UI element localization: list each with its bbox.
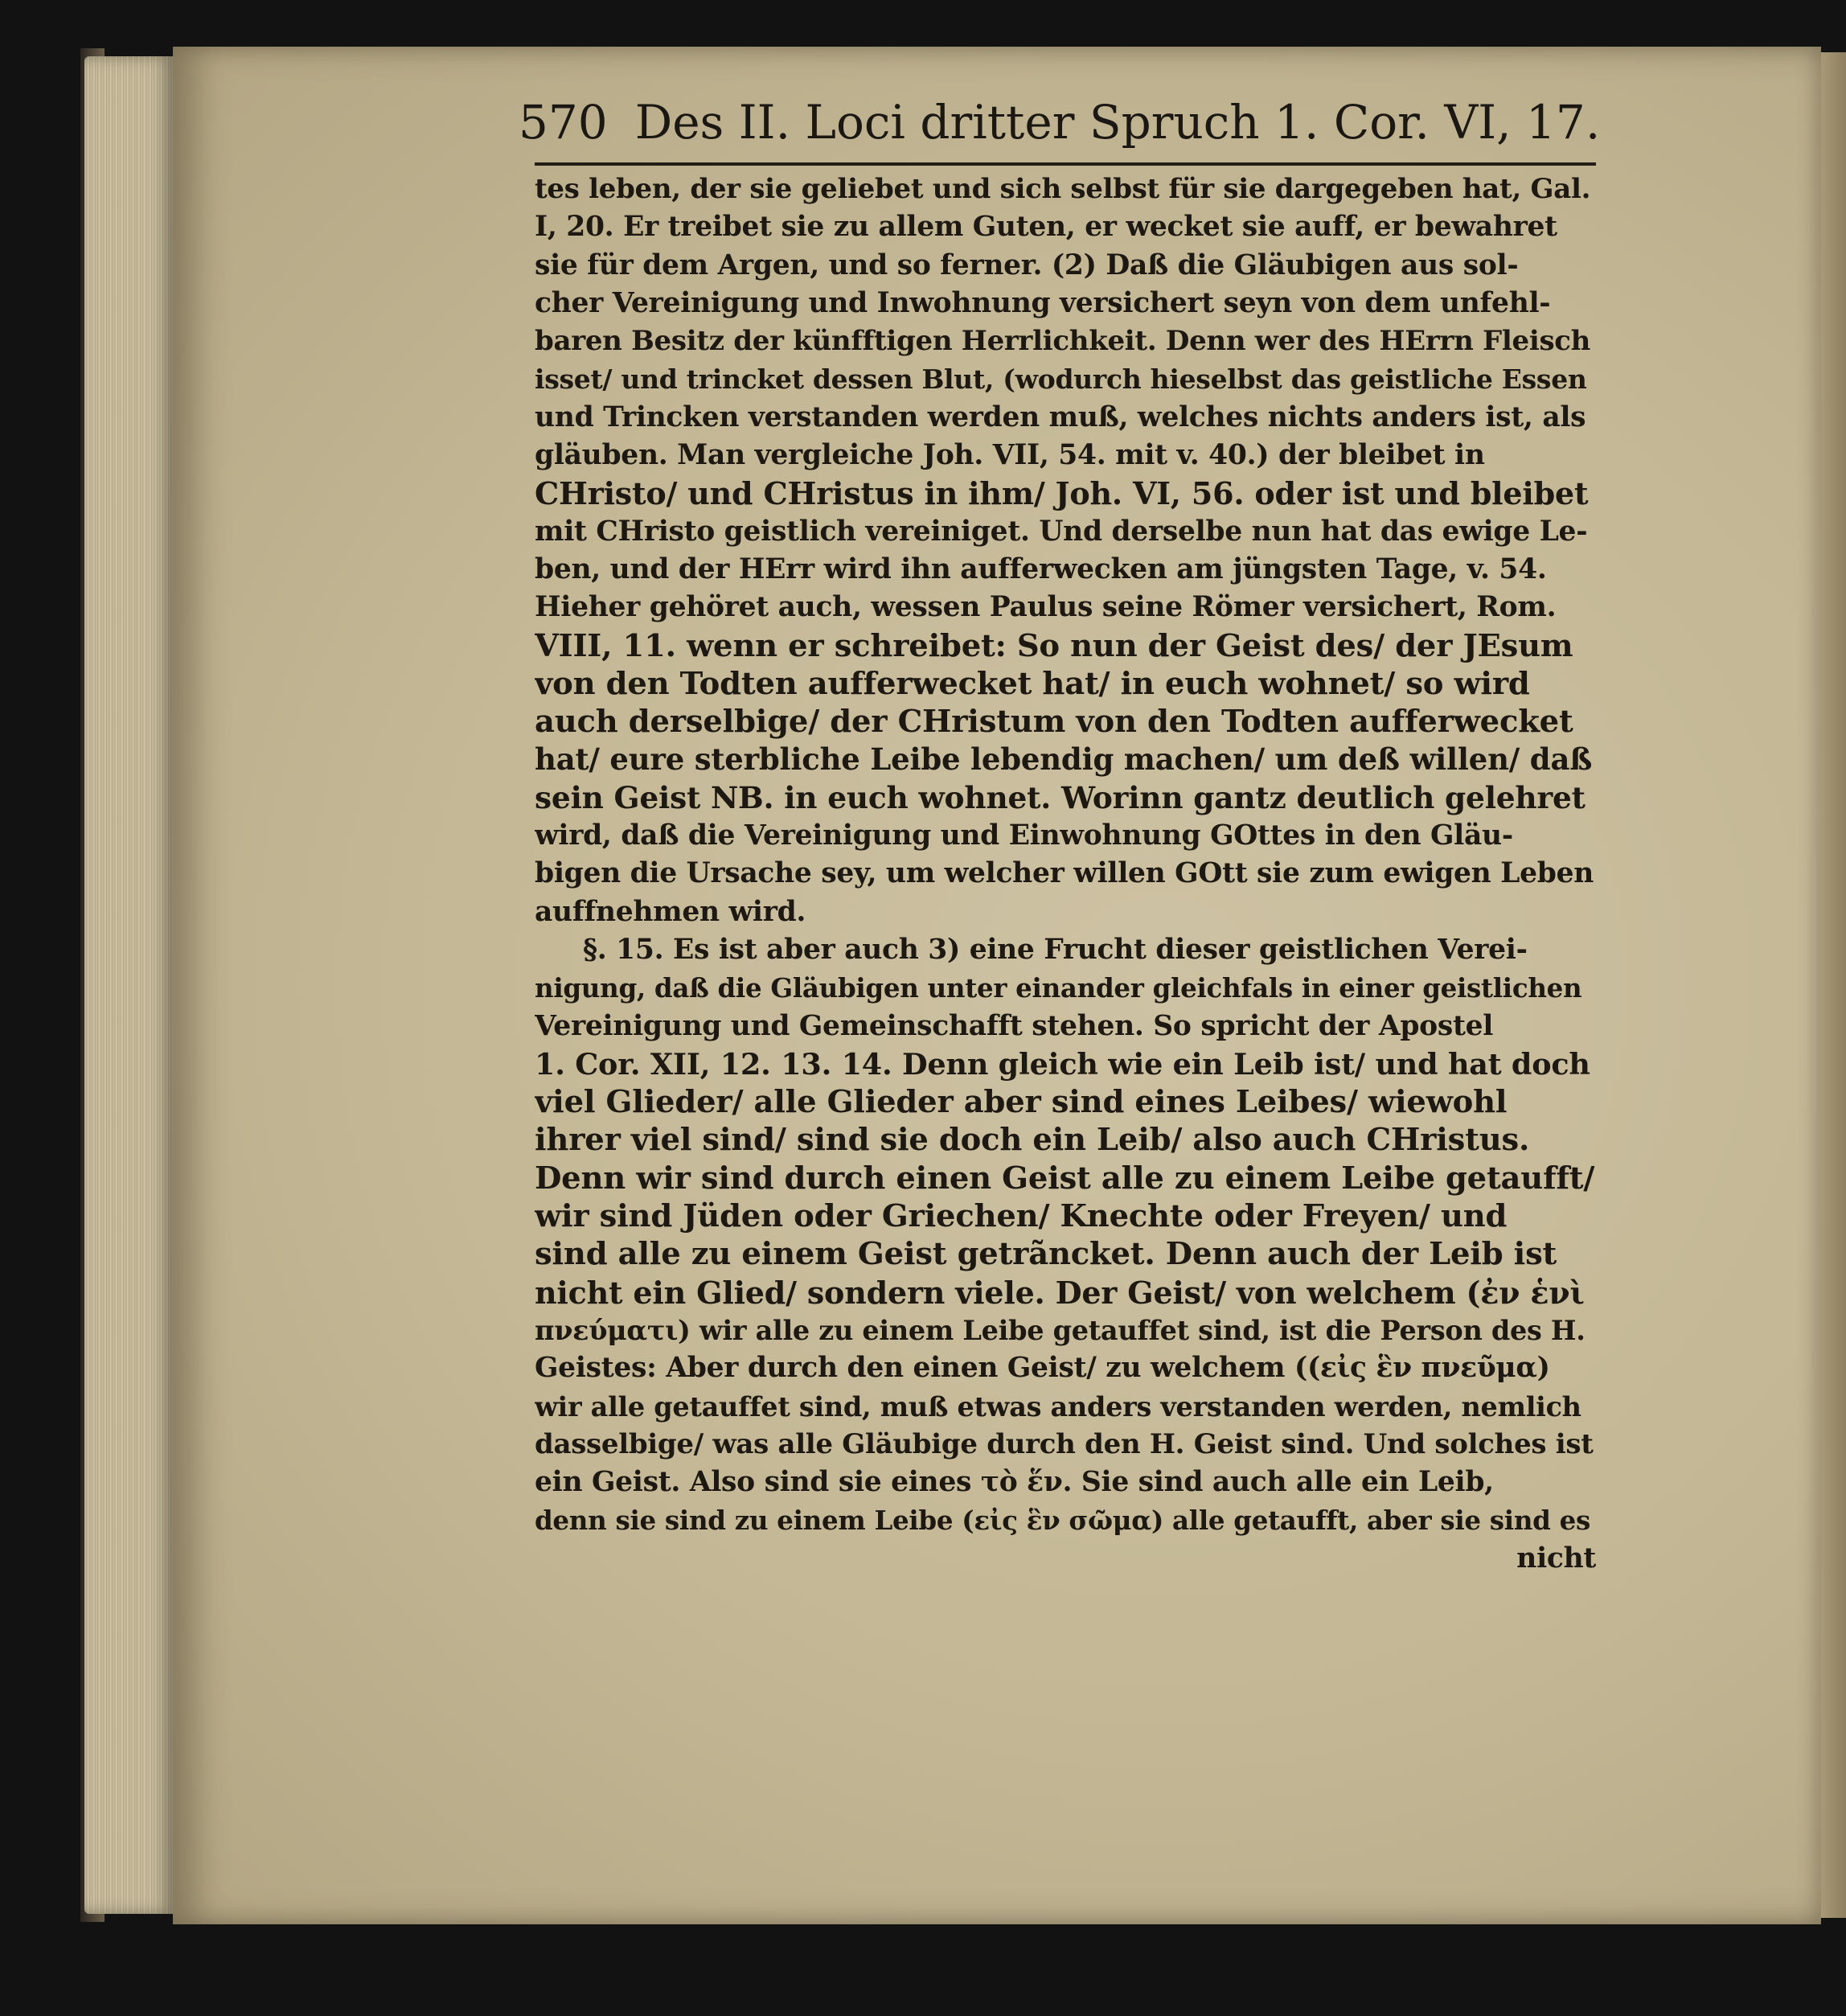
text-line: denn sie sind zu einem Leibe (εἰς ἓν σῶμα) alle getaufft, aber sie sind es (535, 1505, 1590, 1537)
text-line: nigung, daß die Gläubigen unter einander gleichfals in einer geistlichen (535, 972, 1582, 1004)
text-line: auffnehmen wird. (535, 895, 806, 928)
text-line: dasselbige/ was alle Gläubige durch den H. Geist sind. Und solches ist (535, 1427, 1594, 1460)
text-line: wird, daß die Vereinigung und Einwohnung GOttes in den Gläu- (535, 819, 1513, 852)
text-line: sind alle zu einem Geist getrãncket. Denn auch der Leib ist (535, 1236, 1557, 1273)
text-line: viel Glieder/ alle Glieder aber sind eines Leibes/ wiewohl (535, 1084, 1508, 1121)
text-line: sein Geist NB. in euch wohnet. Worinn gantz deutlich gelehret (535, 779, 1586, 815)
text-line: I, 20. Er treibet sie zu allem Guten, er wecket sie auff, er bewahret (535, 211, 1557, 244)
text-line: gläuben. Man vergleiche Joh. VII, 54. mit v. 40.) der bleibet in (535, 439, 1485, 472)
text-line: cher Vereinigung und Inwohnung versichert seyn von dem unfehl- (535, 286, 1551, 319)
text-line: nicht ein Glied/ sondern viele. Der Geist/ von welchem (ἐν ἑνὶ (535, 1274, 1585, 1311)
body-text (535, 170, 1596, 1578)
header-rule (535, 162, 1596, 166)
text-line: πνεύματι) wir alle zu einem Leibe getauffet sind, ist die Person des H. (535, 1314, 1586, 1346)
text-line: baren Besitz der künfftigen Herrlichkeit. Denn wer des HErrn Fleisch (535, 325, 1591, 358)
text-line: von den Todten aufferwecket hat/ in euch wohnet/ so wird (535, 665, 1530, 702)
running-title: Des II. Loci dritter Spruch 1. Cor. VI, 17. (634, 95, 1601, 150)
text-line: ein Geist. Also sind sie eines τὸ ἕν. Sie sind auch alle ein Leib, (535, 1466, 1494, 1499)
page-number: 570 (519, 95, 608, 150)
text-line: wir sind Jüden oder Griechen/ Knechte oder Freyen/ und (535, 1198, 1508, 1235)
text-line: 1. Cor. XII, 12. 13. 14. Denn gleich wie ein Leib ist/ und hat doch (535, 1046, 1590, 1082)
text-line: ben, und der HErr wird ihn aufferwecken am jüngsten Tage, v. 54. (535, 552, 1547, 585)
text-line: bigen die Ursache sey, um welcher willen GOtt sie zum ewigen Leben (535, 857, 1594, 890)
text-line: mit CHristo geistlich vereiniget. Und derselbe nun hat das ewige Le- (535, 515, 1588, 548)
text-line: sie für dem Argen, und so ferner. (2) Daß die Gläubigen aus sol- (535, 248, 1519, 281)
page-header (519, 95, 1601, 159)
text-line: isset/ und trincket dessen Blut, (wodurch hieselbst das geistliche Essen (535, 363, 1587, 396)
text-line: Hieher gehöret auch, wessen Paulus seine Römer versichert, Rom. (535, 591, 1557, 624)
text-line: CHristo/ und CHristus in ihm/ Joh. VI, 56. oder ist und bleibet (535, 475, 1589, 512)
text-line: hat/ eure sterbliche Leibe lebendig machen/ um deß willen/ daß (535, 741, 1593, 778)
text-line: Denn wir sind durch einen Geist alle zu einem Leibe getaufft/ (535, 1160, 1595, 1197)
text-line: VIII, 11. wenn er schreibet: So nun der Geist des/ der JEsum (535, 627, 1573, 664)
text-line: ihrer viel sind/ sind sie doch ein Leib/ also auch CHristus. (535, 1122, 1530, 1159)
text-line: und Trincken verstanden werden muß, welches nichts anders ist, als (535, 400, 1586, 433)
page-stack-edge (84, 56, 173, 1914)
text-line: tes leben, der sie geliebet und sich selbst für sie dargegeben hat, Gal. (535, 173, 1591, 205)
catchword: nicht (1516, 1542, 1596, 1575)
text-line: Vereinigung und Gemeinschafft stehen. So spricht der Apostel (535, 1009, 1494, 1042)
text-line: wir alle getauffet sind, muß etwas anders verstanden werden, nemlich (535, 1390, 1581, 1423)
text-line: §. 15. Es ist aber auch 3) eine Frucht dieser geistlichen Verei- (583, 933, 1528, 966)
text-line: auch derselbige/ der CHristum von den Todten aufferwecket (535, 704, 1573, 741)
text-line: Geistes: Aber durch den einen Geist/ zu welchem ((εἰς ἓν πνεῦμα) (535, 1352, 1550, 1385)
